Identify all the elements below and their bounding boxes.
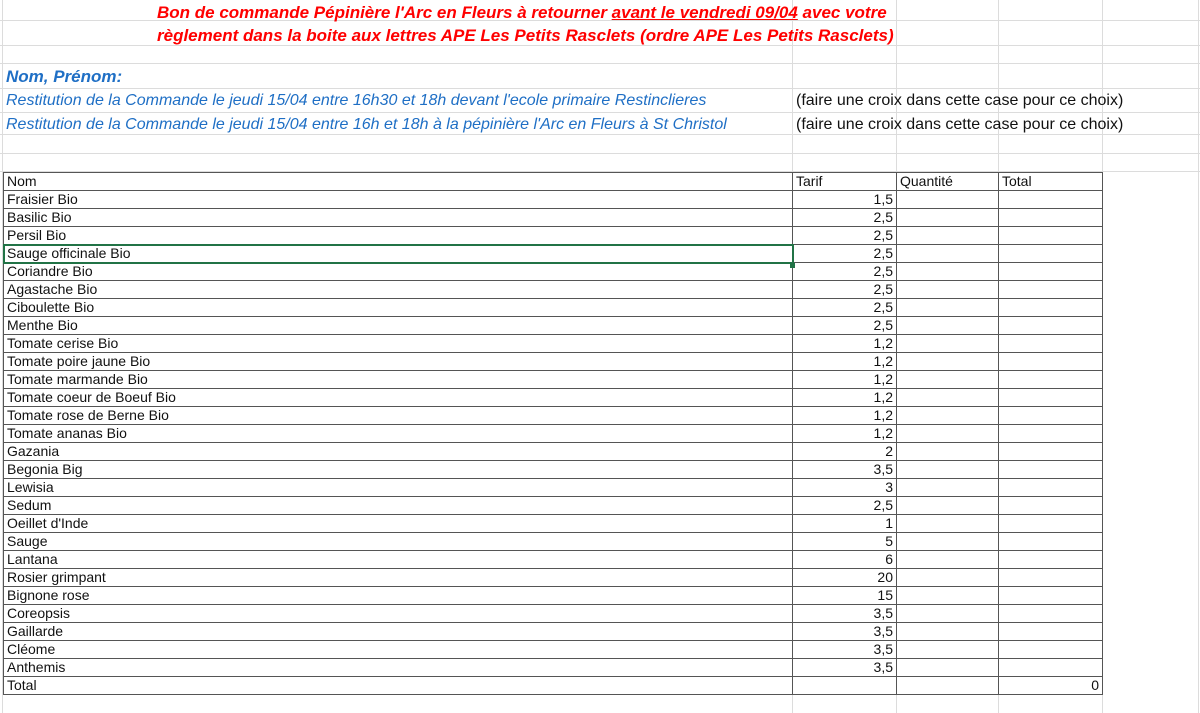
table-row [4,299,1103,317]
header-total: Total [999,173,1103,191]
gridline [0,112,1200,113]
table-row [4,263,1103,281]
product-price-cell[interactable]: 2,5 [793,263,897,281]
quantity-input-cell[interactable] [897,587,999,605]
product-name-cell[interactable]: Coriandre Bio [4,263,793,281]
product-price-cell[interactable]: 1,2 [793,389,897,407]
product-price-cell[interactable]: 1,2 [793,425,897,443]
table-row [4,551,1103,569]
delivery-option-nursery[interactable]: Restitution de la Commande le jeudi 15/04 entre 16h et 18h à la pépinière l'Arc en Fleurs à St Christol [6,116,727,133]
line-total-cell[interactable] [999,479,1103,497]
product-price-cell[interactable]: 2,5 [793,281,897,299]
product-price-cell[interactable]: 3,5 [793,605,897,623]
header-price: Tarif [793,173,897,191]
name-label[interactable]: Nom, Prénom: [6,67,123,86]
quantity-input-cell[interactable] [897,479,999,497]
product-name-cell[interactable]: Ciboulette Bio [4,299,793,317]
product-name-cell[interactable]: Persil Bio [4,227,793,245]
quantity-input-cell[interactable] [897,515,999,533]
product-name-cell[interactable]: Basilic Bio [4,209,793,227]
product-name-cell[interactable]: Sauge [4,533,793,551]
line-total-cell[interactable] [999,281,1103,299]
table-row [4,569,1103,587]
product-name-cell[interactable]: Agastache Bio [4,281,793,299]
line-total-cell[interactable] [999,587,1103,605]
order-form-title-line1 [157,3,887,23]
product-price-cell[interactable]: 1,2 [793,407,897,425]
gridline [1198,0,1199,713]
line-total-cell[interactable] [999,389,1103,407]
deadline-text: avant le vendredi 09/04 [611,3,798,22]
quantity-input-cell[interactable] [897,551,999,569]
product-price-cell[interactable]: 1,2 [793,353,897,371]
product-name-cell[interactable]: Menthe Bio [4,317,793,335]
line-total-cell[interactable] [999,461,1103,479]
quantity-input-cell[interactable] [897,407,999,425]
total-price-cell[interactable] [793,677,897,695]
product-price-cell[interactable]: 3,5 [793,659,897,677]
total-quantity-cell[interactable] [897,677,999,695]
product-price-cell[interactable]: 6 [793,551,897,569]
quantity-input-cell[interactable] [897,245,999,263]
quantity-input-cell[interactable] [897,569,999,587]
line-total-cell[interactable] [999,659,1103,677]
quantity-input-cell[interactable] [897,263,999,281]
quantity-input-cell[interactable] [897,299,999,317]
line-total-cell[interactable] [999,227,1103,245]
quantity-input-cell[interactable] [897,281,999,299]
quantity-input-cell[interactable] [897,335,999,353]
table-row [4,623,1103,641]
line-total-cell[interactable] [999,335,1103,353]
product-name-cell[interactable]: Tomate rose de Berne Bio [4,407,793,425]
product-price-cell[interactable]: 2,5 [793,317,897,335]
total-row [4,677,1103,695]
line-total-cell[interactable] [999,425,1103,443]
title-text-a: Bon de commande Pépinière l'Arc en Fleurs à retourner [157,3,612,22]
delivery-option-school[interactable]: Restitution de la Commande le jeudi 15/04 entre 16h30 et 18h devant l'ecole primaire Restinclieres [6,92,707,109]
table-row [4,245,1103,263]
product-name-cell[interactable]: Coreopsis [4,605,793,623]
line-total-cell[interactable] [999,533,1103,551]
line-total-cell[interactable] [999,443,1103,461]
line-total-cell[interactable] [999,245,1103,263]
table-row [4,353,1103,371]
delivery-option-nursery-note: (faire une croix dans cette case pour ce choix) [796,116,1124,133]
product-price-cell[interactable]: 1,5 [793,191,897,209]
product-price-cell[interactable]: 2,5 [793,209,897,227]
product-name-cell[interactable]: Begonia Big [4,461,793,479]
product-name-cell[interactable]: Lewisia [4,479,793,497]
quantity-input-cell[interactable] [897,317,999,335]
quantity-input-cell[interactable] [897,623,999,641]
quantity-input-cell[interactable] [897,353,999,371]
product-price-cell[interactable]: 1,2 [793,335,897,353]
gridline [0,63,1200,64]
product-name-cell[interactable]: Fraisier Bio [4,191,793,209]
product-price-cell[interactable]: 5 [793,533,897,551]
gridline [0,134,1200,135]
line-total-cell[interactable] [999,569,1103,587]
selection-fill-handle[interactable] [790,263,795,268]
gridline [0,88,1200,89]
product-name-cell[interactable]: Bignone rose [4,587,793,605]
order-table [3,172,1103,695]
product-price-cell[interactable]: 20 [793,569,897,587]
quantity-input-cell[interactable] [897,443,999,461]
line-total-cell[interactable] [999,605,1103,623]
product-price-cell[interactable]: 2,5 [793,245,897,263]
gridline [0,153,1200,154]
quantity-input-cell[interactable] [897,191,999,209]
grand-total[interactable]: 0 [999,677,1103,695]
quantity-input-cell[interactable] [897,533,999,551]
table-row [4,497,1103,515]
quantity-input-cell[interactable] [897,605,999,623]
table-row [4,533,1103,551]
line-total-cell[interactable] [999,497,1103,515]
table-row [4,227,1103,245]
table-row [4,317,1103,335]
table-row [4,443,1103,461]
quantity-input-cell[interactable] [897,497,999,515]
product-price-cell[interactable]: 3,5 [793,461,897,479]
line-total-cell[interactable] [999,623,1103,641]
product-name-cell[interactable]: Tomate ananas Bio [4,425,793,443]
product-price-cell[interactable]: 3 [793,479,897,497]
delivery-option-school-note: (faire une croix dans cette case pour ce choix) [796,92,1124,109]
table-row [4,407,1103,425]
table-row [4,425,1103,443]
header-quantity: Quantité [897,173,999,191]
table-row [4,659,1103,677]
product-price-cell[interactable]: 2,5 [793,299,897,317]
product-price-cell[interactable]: 1,2 [793,371,897,389]
line-total-cell[interactable] [999,353,1103,371]
product-name-cell[interactable]: Cléome [4,641,793,659]
product-price-cell[interactable]: 2,5 [793,227,897,245]
table-row [4,479,1103,497]
line-total-cell[interactable] [999,299,1103,317]
line-total-cell[interactable] [999,371,1103,389]
product-name-cell[interactable]: Sedum [4,497,793,515]
quantity-input-cell[interactable] [897,659,999,677]
product-name-cell[interactable]: Sauge officinale Bio [4,245,793,263]
quantity-input-cell[interactable] [897,641,999,659]
product-price-cell[interactable]: 15 [793,587,897,605]
quantity-input-cell[interactable] [897,461,999,479]
product-price-cell[interactable]: 2 [793,443,897,461]
line-total-cell[interactable] [999,209,1103,227]
quantity-input-cell[interactable] [897,389,999,407]
table-row [4,605,1103,623]
product-name-cell[interactable]: Tomate cerise Bio [4,335,793,353]
line-total-cell[interactable] [999,191,1103,209]
product-price-cell[interactable]: 1 [793,515,897,533]
table-row [4,515,1103,533]
line-total-cell[interactable] [999,551,1103,569]
product-name-cell[interactable]: Gazania [4,443,793,461]
quantity-input-cell[interactable] [897,209,999,227]
product-name-cell[interactable]: Tomate coeur de Boeuf Bio [4,389,793,407]
product-name-cell[interactable]: Rosier grimpant [4,569,793,587]
product-name-cell[interactable]: Anthemis [4,659,793,677]
product-name-cell[interactable]: Tomate poire jaune Bio [4,353,793,371]
table-row [4,461,1103,479]
product-name-cell[interactable]: Gaillarde [4,623,793,641]
line-total-cell[interactable] [999,641,1103,659]
header-name: Nom [4,173,793,191]
product-price-cell[interactable]: 3,5 [793,623,897,641]
product-price-cell[interactable]: 2,5 [793,497,897,515]
line-total-cell[interactable] [999,515,1103,533]
table-row [4,209,1103,227]
title-text-b: avec votre [797,3,887,22]
table-row [4,371,1103,389]
table-row [4,641,1103,659]
line-total-cell[interactable] [999,407,1103,425]
product-name-cell[interactable]: Tomate marmande Bio [4,371,793,389]
total-label: Total [4,677,793,695]
table-row [4,587,1103,605]
line-total-cell[interactable] [999,263,1103,281]
table-row [4,335,1103,353]
quantity-input-cell[interactable] [897,425,999,443]
product-price-cell[interactable]: 3,5 [793,641,897,659]
table-row [4,389,1103,407]
table-row [4,191,1103,209]
table-header-row [4,173,1103,191]
order-form-title-line2: règlement dans la boite aux lettres APE Les Petits Rasclets (ordre APE Les Petits Rasclets) [157,26,894,45]
product-name-cell[interactable]: Lantana [4,551,793,569]
table-row [4,281,1103,299]
quantity-input-cell[interactable] [897,227,999,245]
quantity-input-cell[interactable] [897,371,999,389]
product-name-cell[interactable]: Oeillet d'Inde [4,515,793,533]
line-total-cell[interactable] [999,317,1103,335]
